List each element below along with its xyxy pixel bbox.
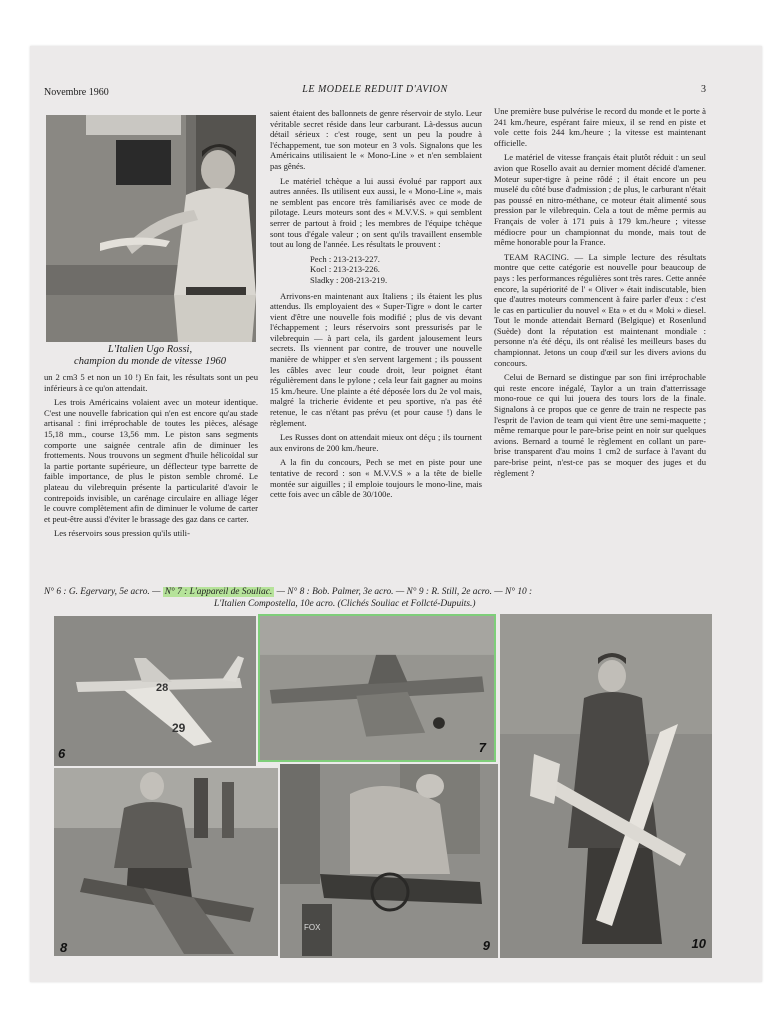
portrait-caption bbox=[44, 344, 256, 368]
paragraph: A la fin du concours, Pech se met en piste pour une tentative de record : son « M.V.V.S » a la tête de bielle montée sur aiguilles ; il emploie toujours le mono-line, mais cette fois avec un câble de 30/100e. bbox=[270, 457, 482, 500]
paragraph: Les Russes dont on attendait mieux ont déçu ; ils tournent aux environs de 200 km./heure. bbox=[270, 432, 482, 453]
article-column-1 bbox=[44, 372, 258, 543]
portrait-caption-line1: L'Italien Ugo Rossi, bbox=[107, 344, 193, 355]
svg-text:29: 29 bbox=[172, 721, 186, 735]
paragraph: TEAM RACING. — La simple lecture des résultats montre que cette catégorie est nouvelle pour beaucoup de pays : les performances régulières sont très rares. Cette année encore, la supériorité de l' « Oliver » était indiscutable, bien que d'autres moteurs commencent à faire parler d'eux : c'est le cas en particulier du nouvel « Eta » et du « Moki » diesel. Tout le monde attendait Bernard (Belgique) et Rosenlund (Suède) dont la réputation est maintenant mondiale : personne n'a été déçu, ils ont réalisé les meilleurs bases du championnat. Jetons un coup d'œil sur les divers avions du concours. bbox=[494, 251, 706, 368]
paragraph: saient étaient des ballonnets de genre réservoir de stylo. Leur véritable secret réside dans leur carburant. Là-dessus aucun détail sérieux : c'est rouge, sent un peu la poudre à l'échappement, tue son moteur en 3 vols. Signalons que les Américains utilisaient le « Mono-Line » et n'en semblaient pas gênés. bbox=[270, 108, 482, 171]
photo-number-7: 7 bbox=[478, 740, 486, 755]
result-sladky: Sladky : 208-213-219. bbox=[310, 274, 388, 285]
photo-8 bbox=[54, 768, 278, 956]
paragraph: Arrivons-en maintenant aux Italiens ; ils étaient les plus attendus. Ils employaient des « Super-Tigre » dont le carter vient d'être une nouvelle fois modifié ; plus de vis devant l'échappement ; leurs réservoirs sont pressurisés par le vilebrequin — à part cela, ils gardent jalousement leurs secrets. Ils viennent par contre, de trouver une nouvelle manière de whipper et s'en servent largement ; ils poussent les câbles avec leur coude droit, leur poignet étant régulièrement dans le pylone ; cela leur fait gagner au moins 15 km./heure. Une plainte a été déposée lors du 2e vol mais, malgré la tricherie évidente et peu sportive, n'a pas été retenue, le cas n'étant pas prévu (et pour cause !) dans le règlement. bbox=[270, 290, 482, 428]
photo-6 bbox=[54, 616, 256, 766]
engine-work-image bbox=[280, 764, 498, 958]
paragraph: Le matériel de vitesse français était plutôt réduit : un seul avion que Rosello avait au dernier moment décidé d'amener. Moteur super-tigre à peine rôdé ; il était encore un peu muselé du côté buse d'admission ; de plus, le carburant n'était pas poussé en nitro-méthane, ce moteur était alimenté sous pression par le vilebrequin. Cela a tout de même permis au Français de voler à 171 puis à 179 km./heure ; vitesse médiocre pour un championnat du monde, mais tout de même honorable pour la France. bbox=[494, 152, 706, 248]
photo-9 bbox=[280, 764, 498, 958]
model-plane-image bbox=[260, 616, 494, 760]
svg-text:28: 28 bbox=[156, 682, 169, 694]
photo-caption bbox=[44, 586, 712, 610]
page-header bbox=[44, 84, 706, 98]
paragraph: Les trois Américains volaient avec un moteur identique. C'est une nouvelle fabrication qui n'en est encore qu'au stade artisanal : fini irréprochable de toutes les pièces, alésage 15,18 mm., course 13,56 mm. Le piston sans segments comporte une saignée centrale afin de diminuer les frottements. Nous trouvons un segment d'huile hélicoïdal sur la partie portante supérieure, un déflecteur type barrette de faible importance, de plus le piston semble chromé. Le plateau du vilebrequin présente la particularité d'avoir le contrepoids invisible, un carénage circulaire en alliage léger le couvre complètement afin de diminuer le volume de carter et peut-être aussi d'éviter le brassage des gaz dans ce carter. bbox=[44, 397, 258, 524]
result-pech: Pech : 213-213-227. bbox=[310, 253, 380, 264]
caption-part1: N° 6 : G. Egervary, 5e acro. — bbox=[44, 587, 161, 597]
compostella-with-plane-image bbox=[500, 614, 712, 958]
article-column-3 bbox=[494, 106, 706, 482]
photo-number-10: 10 bbox=[691, 936, 706, 951]
caption-line2: L'Italien Compostella, 10e acro. (Clichés Souliac et Follcté-Dupuits.) bbox=[214, 599, 476, 609]
svg-text:FOX: FOX bbox=[304, 923, 321, 932]
paragraph: Les réservoirs sous pression qu'ils utili- bbox=[54, 528, 190, 539]
paragraph: Une première buse pulvérise le record du monde et le porte à 241 km./heure, espérant faire mieux, il se rend en piste et vole cette fois 244 km./heure ; la vitesse est maintenant officielle. bbox=[494, 106, 706, 148]
article-column-2 bbox=[270, 108, 482, 504]
photo-10 bbox=[500, 614, 712, 958]
model-plane-image bbox=[54, 616, 256, 766]
photo-number-9: 9 bbox=[482, 938, 490, 953]
issue-date: Novembre 1960 bbox=[44, 87, 109, 98]
man-with-plane-image bbox=[54, 768, 278, 956]
result-kocl: Kocl : 213-213-226. bbox=[310, 264, 380, 275]
paragraph: Le matériel tchèque a lui aussi évolué par rapport aux autres années. Ils utilisent eux aussi, le « Mono-Line », mais ne semblent pas encore très familiarisés avec ce mode de pilotage. Leurs moteurs sont des « M.V.V.S. » qui semblent serrer de partout à froid ; les membres de l'équipe tchèque sont tous d'égale valeur ; on sent qu'ils travaillent ensemble tout au long de l'année. Les résultats le prouvent : bbox=[270, 175, 482, 250]
paragraph: un 2 cm3 5 et non un 10 !) En fait, les résultats sont un peu inférieurs à ce qu'on attendait. bbox=[44, 372, 258, 393]
journal-title: LE MODELE REDUIT D'AVION bbox=[302, 84, 448, 95]
photo-number-6: 6 bbox=[58, 746, 66, 761]
photo-7 bbox=[258, 614, 496, 762]
czech-results bbox=[310, 254, 482, 286]
portrait-caption-line2: champion du monde de vitesse 1960 bbox=[74, 356, 226, 367]
page-number: 3 bbox=[701, 84, 706, 95]
caption-highlight: N° 7 : L'appareil de Souliac. bbox=[164, 587, 273, 597]
portrait-photo bbox=[46, 115, 256, 342]
portrait-image bbox=[46, 115, 256, 342]
paragraph: Celui de Bernard se distingue par son fini irréprochable qui reste encore inégalé, Taylor a un train d'atterrissage mono-roue ce qui lui jouera des tours lors de la finale. Signalons à ce propos que ce genre de train ne respecte pas l'esprit de l'avion de team qui vient être une semi-maquette ; même remarque pour le pare-brise peint en noir sur quelques avions. Bernard a tourné le règlement en collant un pare-brise transparent d'au moins 1 cm2 de surface à l'avant du pare-brise peint, n'est-ce pas se moquer des juges et du règlement ? bbox=[494, 372, 706, 478]
photo-number-8: 8 bbox=[60, 940, 68, 955]
caption-part2: — N° 8 : Bob. Palmer, 3e acro. — N° 9 : R. Still, 2e acro. — N° 10 : bbox=[276, 587, 533, 597]
